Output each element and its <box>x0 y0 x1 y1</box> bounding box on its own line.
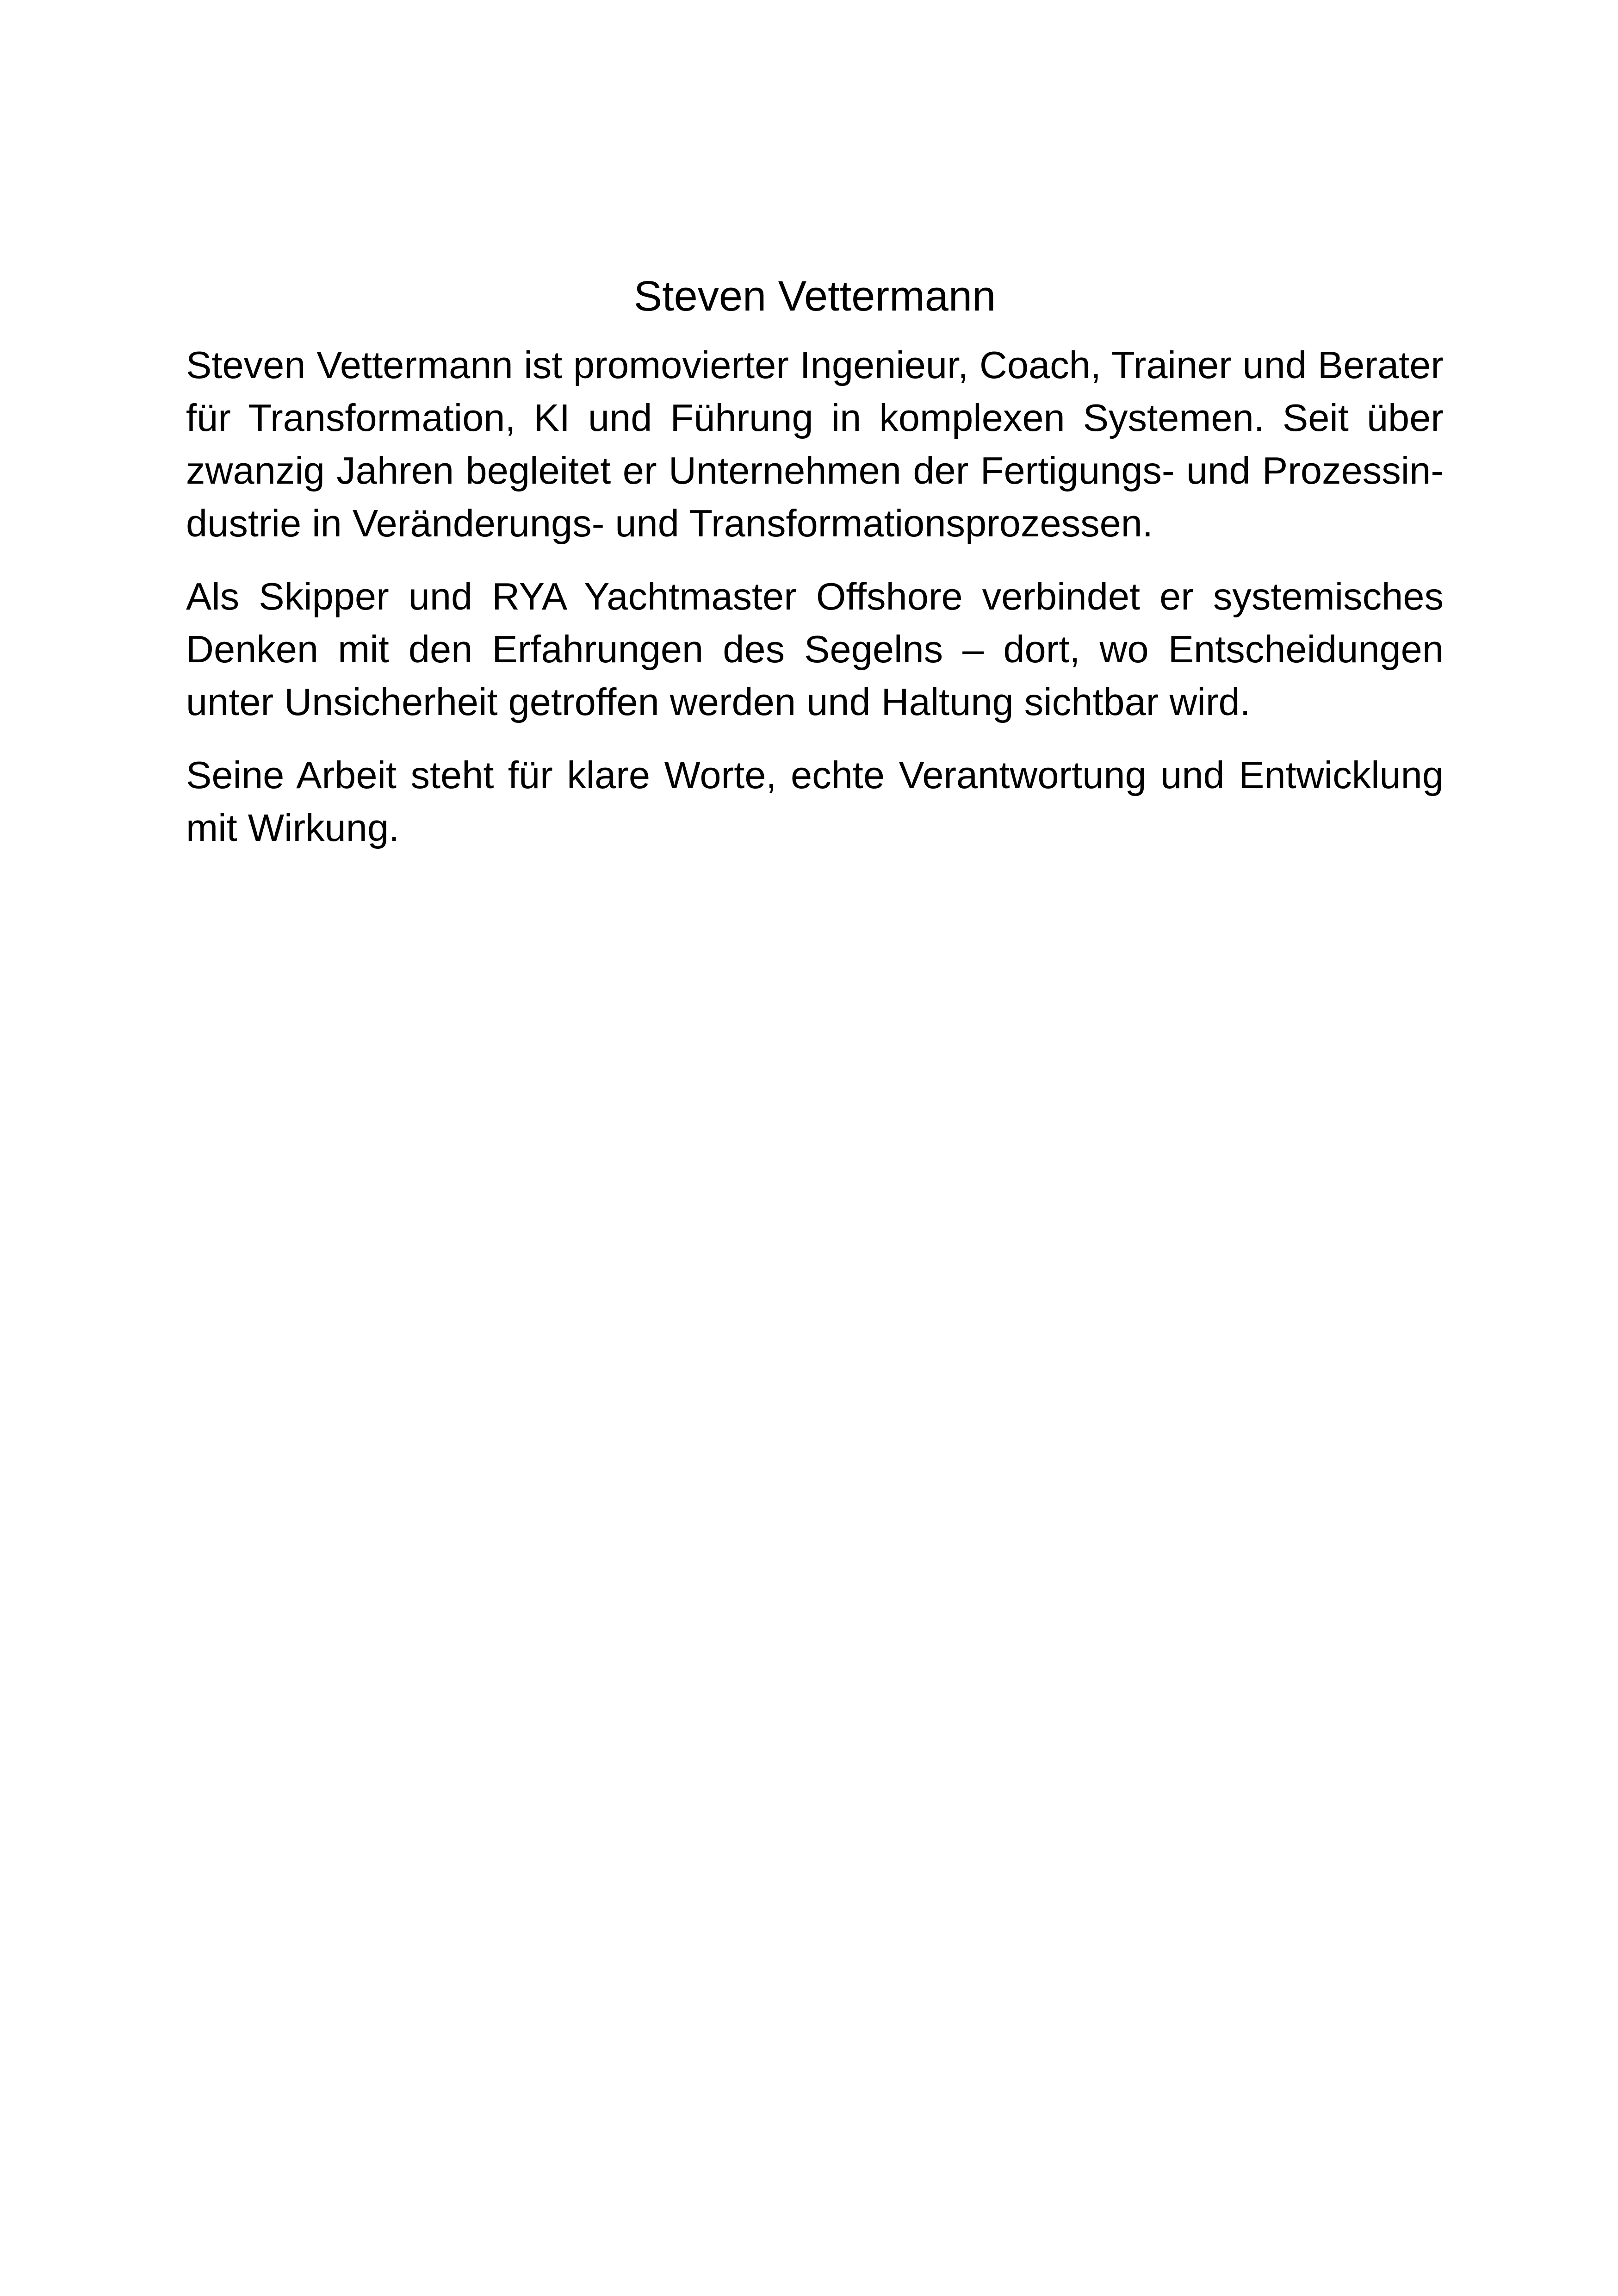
paragraph-sailing <box>186 570 1444 728</box>
text-line: Steven Vettermann ist promovierter Ingenieur, Coach, Trainer und Berater <box>186 343 1444 386</box>
text-line: Denken mit den Erfahrungen des Segelns – dort, wo Entscheidungen <box>186 628 1444 671</box>
text-line: Als Skipper und RYA Yachtmaster Offshore verbindet er systemisches <box>186 575 1444 618</box>
text-line: zwanzig Jahren begleitet er Unternehmen der Fertigungs- und Prozessin- <box>186 449 1444 492</box>
text-line: für Transformation, KI und Führung in komplexen Systemen. Seit über <box>186 396 1444 439</box>
paragraph-work <box>186 749 1444 854</box>
text-line: dustrie in Veränderungs- und Transformationsprozessen. <box>186 502 1153 545</box>
paragraph-intro <box>186 339 1444 550</box>
page-title: Steven Vettermann <box>633 273 996 320</box>
text-line: Seine Arbeit steht für klare Worte, echte Verantwortung und Entwicklung <box>186 753 1444 796</box>
text-line: unter Unsicherheit getroffen werden und Haltung sichtbar wird. <box>186 680 1251 723</box>
text-line: mit Wirkung. <box>186 806 400 849</box>
document-body <box>186 268 1444 875</box>
